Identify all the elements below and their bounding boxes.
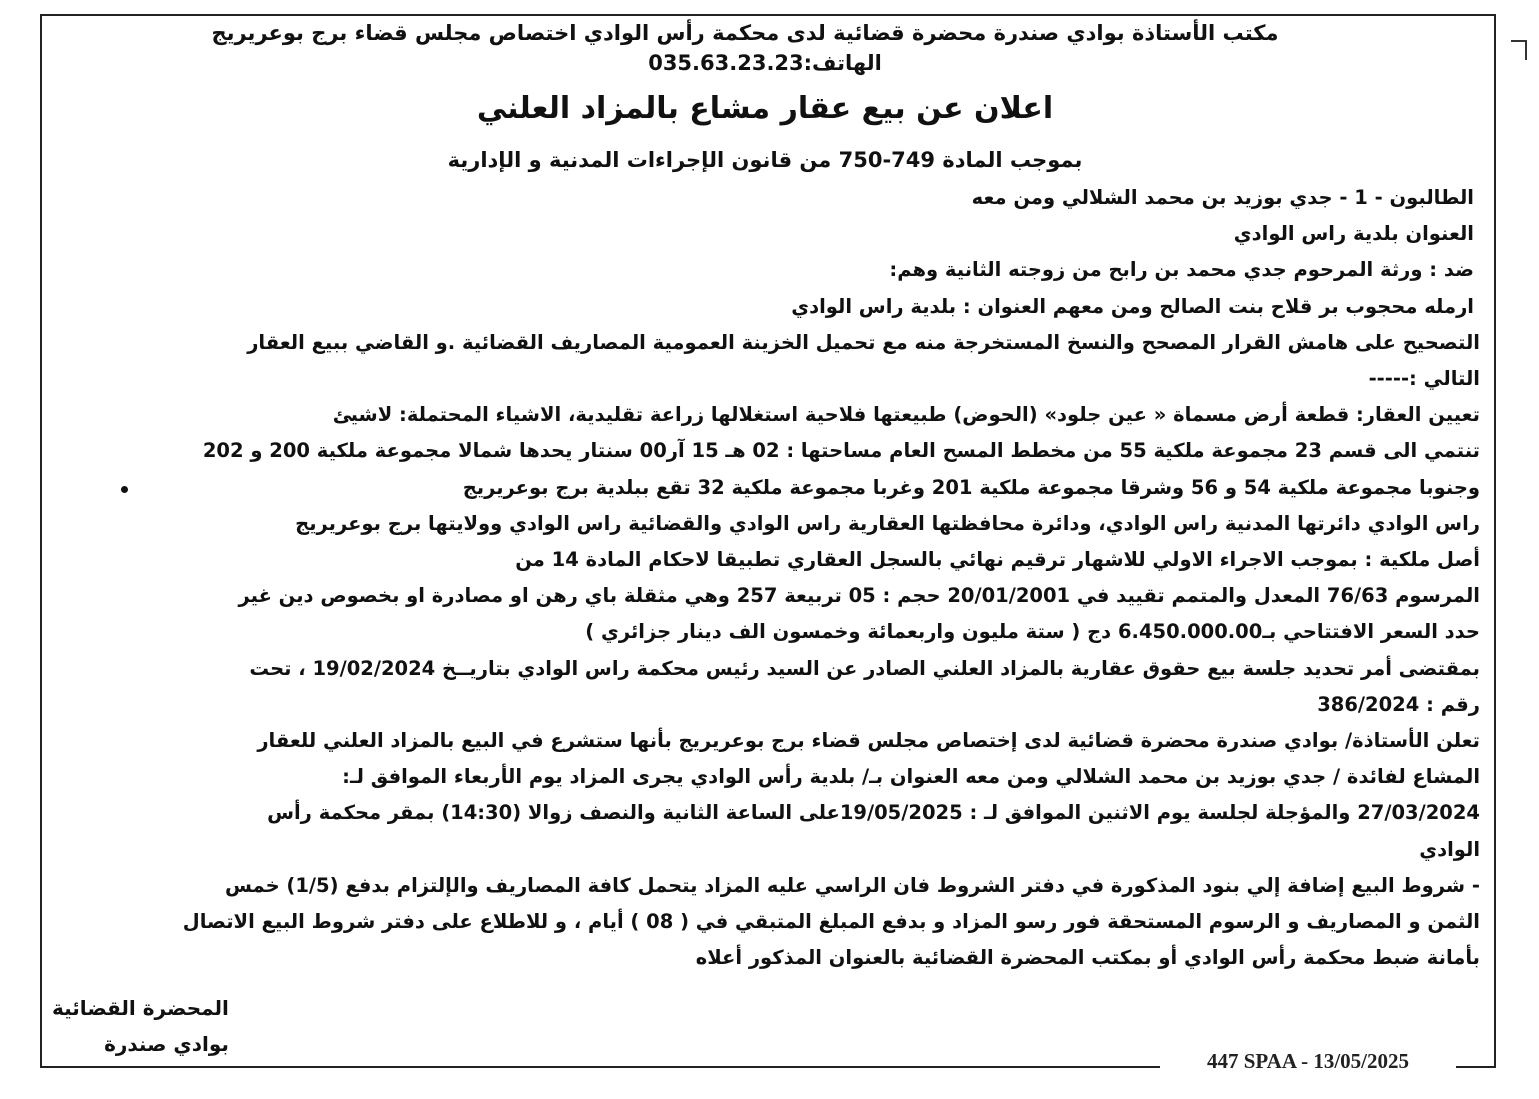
sale-conditions-line-3: بأمانة ضبط محكمة رأس الوادي أو بمكتب المحضرة القضائية بالعنوان المذكور أعلاه bbox=[695, 946, 1480, 970]
court-order-line-2: رقم : 386/2024 bbox=[1317, 692, 1480, 716]
correction-line-2: التالي :----- bbox=[1368, 367, 1480, 391]
widow-line: ارمله محجوب بر قلاح بنت الصالح ومن معهم العنوان : بلدية راس الوادي bbox=[791, 294, 1474, 318]
property-line-1: تعيين العقار: قطعة أرض مسماة « عين جلود» (الحوض) طبيعتها فلاحية استغلالها زراعة تقليدية، الاشياء المحتملة: لاشيئ bbox=[332, 403, 1480, 427]
signature-role: المحضرة القضائية bbox=[52, 996, 229, 1020]
signature-name: بوادي صندرة bbox=[104, 1032, 229, 1056]
property-line-4: راس الوادي دائرتها المدنية راس الوادي، ودائرة محافظتها العقارية راس الوادي والقضائية راس الوادي وولايتها برج بوعريريج bbox=[295, 511, 1480, 535]
against-line: ضد : ورثة المرحوم جدي محمد بن رابح من زوجته الثانية وهم: bbox=[889, 258, 1474, 282]
ownership-origin-line-1: أصل ملكية : بموجب الاجراء الاولي للاشهار ترقيم نهائي بالسجل العقاري تطبيقا لاحكام المادة 14 من bbox=[515, 548, 1480, 572]
ownership-origin-line-2: المرسوم 76/63 المعدل والمتمم تقييد في 20/01/2001 حجم : 05 تربيعة 257 وهي مثقلة باي رهن او مصادرة او بخصوص دين غير bbox=[238, 584, 1480, 608]
sale-conditions-line-2: الثمن و المصاريف و الرسوم المستحقة فور رسو المزاد و بدفع المبلغ المتبقي في ( 08 ) أيام ، و للاطلاع على دفتر شروط البيع الاتصال bbox=[182, 910, 1480, 934]
announcement-line-4: الوادي bbox=[1419, 837, 1480, 861]
publication-reference: 447 SPAA - 13/05/2025 bbox=[1160, 1046, 1456, 1076]
corner-crop-mark bbox=[1511, 40, 1527, 60]
opening-price-line: حدد السعر الافتتاحي بـ6.450.000.00 دج ( ستة مليون واربعمائة وخمسون الف دينار جزائري ) bbox=[585, 620, 1480, 644]
property-line-2: تنتمي الى قسم 23 مجموعة ملكية 55 من مخطط المسح العام مساحتها : 02 هـ 15 آر00 سنتار يحدها شمالا مجموعة ملكية 200 و 202 bbox=[202, 439, 1480, 463]
property-line-3: وجنوبا مجموعة ملكية 54 و 56 وشرقا مجموعة ملكية 201 وغربا مجموعة ملكية 32 تقع ببلدية برج بوعريريج bbox=[462, 475, 1480, 499]
notice-title: اعلان عن بيع عقار مشاع بالمزاد العلني bbox=[476, 91, 1054, 126]
office-header: مكتب الأستاذة بوادي صندرة محضرة قضائية لدى محكمة رأس الوادي اختصاص مجلس قضاء برج بوعريريج bbox=[211, 21, 1279, 45]
announcement-line-3: 27/03/2024 والمؤجلة لجلسة يوم الاثنين الموافق لـ : 19/05/2025على الساعة الثانية والنصف زوالا (14:30) بمقر محكمة رأس bbox=[267, 801, 1480, 825]
stray-dot-mark bbox=[121, 486, 128, 493]
court-order-line-1: بمقتضى أمر تحديد جلسة بيع حقوق عقارية بالمزاد العلني الصادر عن السيد رئيس محكمة راس الوادي بتاريــخ 19/02/2024 ، تحت bbox=[249, 656, 1480, 680]
announcement-line-2: المشاع لفائدة / جدي بوزيد بن محمد الشلالي ومن معه العنوان بـ/ بلدية رأس الوادي يجرى المزاد يوم الأربعاء الموافق لـ: bbox=[342, 765, 1480, 789]
plaintiffs-address-line: العنوان بلدية راس الوادي bbox=[1233, 222, 1474, 246]
plaintiffs-line: الطالبون - 1 - جدي بوزيد بن محمد الشلالي ومن معه bbox=[971, 186, 1474, 209]
correction-line-1: التصحيح على هامش القرار المصحح والنسخ المستخرجة منه مع تحميل الخزينة العمومية المصاريف القضائية .و القاضي ببيع العقار bbox=[247, 330, 1480, 354]
auction-notice bbox=[50, 18, 1480, 976]
sale-conditions-line-1: - شروط البيع إضافة إلي بنود المذكورة في دفتر الشروط فان الراسي عليه المزاد يتحمل كافة المصاريف والإلتزام بدفع (1/5) خمس bbox=[224, 873, 1480, 897]
announcement-line-1: تعلن الأستاذة/ بوادي صندرة محضرة قضائية لدى إختصاص مجلس قضاء برج بوعريريج بأنها ستشرع في البيع بالمزاد العلني للعقار bbox=[257, 729, 1480, 753]
notice-subtitle: بموجب المادة 749-750 من قانون الإجراءات المدنية و الإدارية bbox=[447, 148, 1083, 172]
signature-block bbox=[52, 990, 229, 1062]
office-phone: الهاتف:035.63.23.23 bbox=[648, 51, 882, 75]
